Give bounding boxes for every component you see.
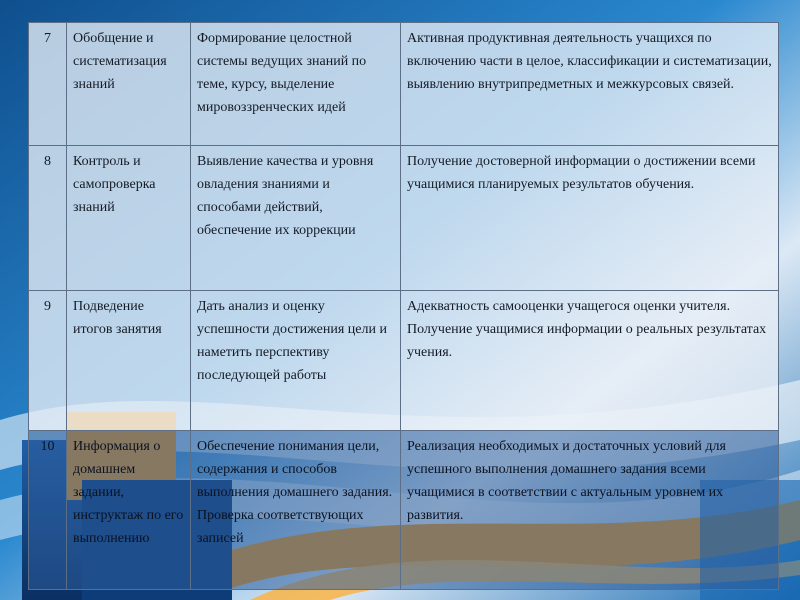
table-row bbox=[29, 146, 779, 291]
lesson-stages-table bbox=[28, 22, 779, 590]
row-number: 9 bbox=[29, 291, 67, 431]
result-cell: Реализация необходимых и достаточных условий для успешного выполнения домашнего задания всеми учащимися в соответствии с актуальным уровнем их развития. bbox=[401, 431, 779, 590]
row-number: 7 bbox=[29, 23, 67, 146]
table-row bbox=[29, 291, 779, 431]
stage-cell: Подведение итогов занятия bbox=[67, 291, 191, 431]
table-row bbox=[29, 23, 779, 146]
stage-cell: Обобщение и систематизация знаний bbox=[67, 23, 191, 146]
task-cell: Обеспечение понимания цели, содержания и способов выполнения домашнего задания. Проверка соответствующих записей bbox=[191, 431, 401, 590]
result-cell: Адекватность самооценки учащегося оценки учителя. Получение учащимися информации о реальных результатах учения. bbox=[401, 291, 779, 431]
task-cell: Дать анализ и оценку успешности достижения цели и наметить перспективу последующей работы bbox=[191, 291, 401, 431]
result-cell: Активная продуктивная деятельность учащихся по включению части в целое, классификации и систематизации, выявлению внутрипредметных и межкурсовых связей. bbox=[401, 23, 779, 146]
row-number: 10 bbox=[29, 431, 67, 590]
task-cell: Формирование целостной системы ведущих знаний по теме, курсу, выделение мировоззренческих идей bbox=[191, 23, 401, 146]
row-number: 8 bbox=[29, 146, 67, 291]
result-cell: Получение достоверной информации о достижении всеми учащимися планируемых результатов обучения. bbox=[401, 146, 779, 291]
task-cell: Выявление качества и уровня овладения знаниями и способами действий, обеспечение их коррекции bbox=[191, 146, 401, 291]
stage-cell: Контроль и самопроверка знаний bbox=[67, 146, 191, 291]
stage-cell: Информация о домашнем задании, инструктаж по его выполнению bbox=[67, 431, 191, 590]
table-row bbox=[29, 431, 779, 590]
